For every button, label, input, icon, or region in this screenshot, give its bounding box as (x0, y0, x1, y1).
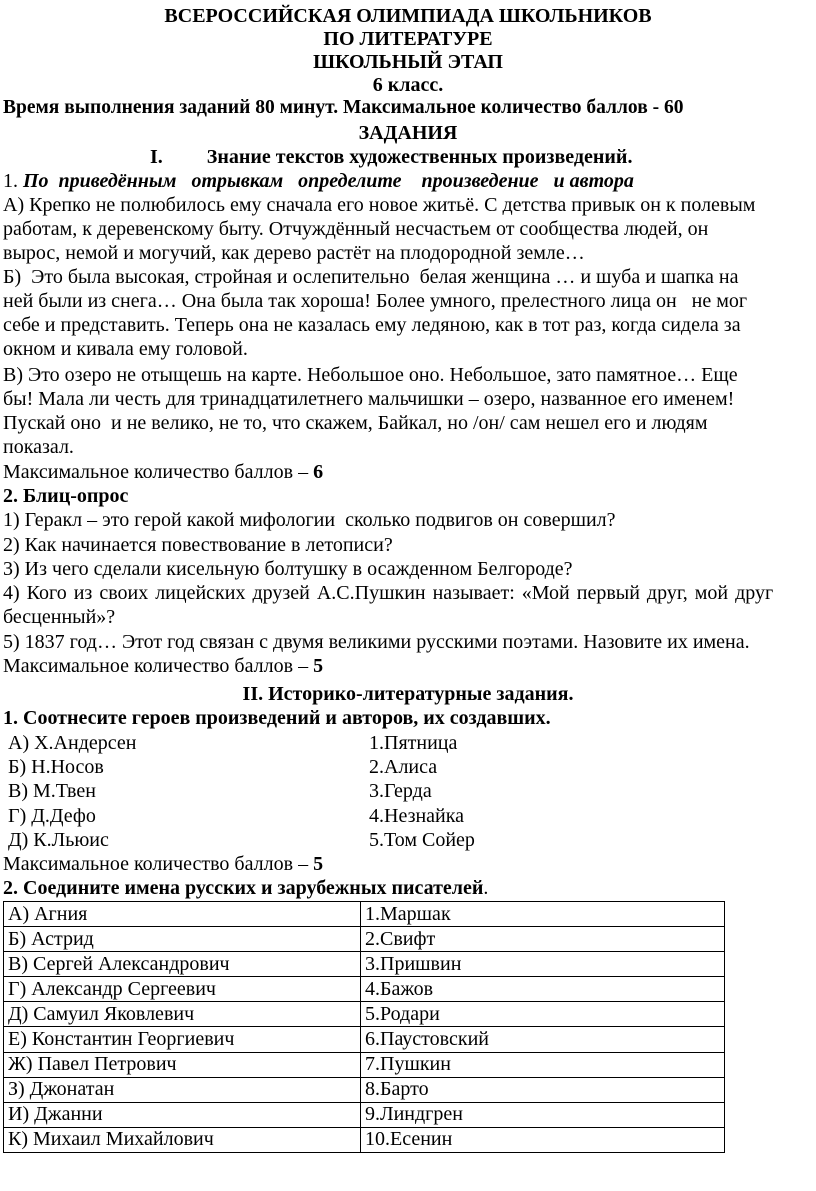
blitz-question: 5) 1837 год… Этот год связан с двумя великими русскими поэтами. Назовите их имена. (3, 631, 750, 653)
author-item: Д) К.Льюис (8, 829, 109, 851)
max-score-value: 6 (313, 461, 324, 483)
table-row (4, 1077, 725, 1102)
first-name-cell: В) Сергей Александрович (4, 952, 361, 977)
surname-cell: 6.Паустовский (361, 1027, 725, 1052)
blitz-question-cont: бесценный»? (3, 606, 116, 628)
table-row (4, 1027, 725, 1052)
max-score-label: Максимальное количество баллов – (3, 655, 314, 677)
max-score-label: Максимальное количество баллов – (3, 461, 314, 483)
surname-cell: 7.Пушкин (361, 1052, 725, 1077)
task-number: 2 (3, 877, 13, 899)
task1-prompt-text: По приведённым отрывкам определите произведение и автора (23, 170, 634, 192)
time-info: Время выполнения заданий 80 минут. Максимальное количество баллов - 60 (3, 97, 684, 118)
author-item: Г) Д.Дефо (8, 805, 96, 827)
section2-task2-title (3, 877, 488, 900)
surname-cell: 9.Линдгрен (361, 1102, 725, 1127)
hero-item: 2.Алиса (369, 756, 438, 778)
excerpt-line: показал. (3, 436, 74, 458)
excerpt-line: А) Крепко не полюбилось ему сначала его новое житьё. С детства привык он к полевым (3, 194, 756, 216)
excerpt-line: окном и кивала ему головой. (3, 338, 248, 360)
first-name-cell: К) Михаил Михайлович (4, 1127, 361, 1152)
table-row (4, 927, 725, 952)
max-score-value: 5 (313, 853, 324, 875)
hero-item: 1.Пятница (369, 732, 458, 754)
surname-cell: 2.Свифт (361, 927, 725, 952)
task1-max-score (3, 461, 323, 484)
task-title-text: . Соедините имена русских и зарубежных писателей (13, 877, 484, 899)
tasks-title: ЗАДАНИЯ (358, 122, 458, 144)
first-name-cell: З) Джонатан (4, 1077, 361, 1102)
section2-task1-title: 1. Соотнесите героев произведений и авторов, их создавших. (3, 707, 551, 729)
table-row (4, 1002, 725, 1027)
blitz-question: 4) Кого из своих лицейских друзей А.С.Пушкин называет: «Мой первый друг, мой друг (3, 582, 774, 604)
hero-item: 5.Том Сойер (369, 829, 475, 851)
surname-cell: 1.Маршак (361, 902, 725, 927)
table-row (4, 1127, 725, 1152)
task1-number: 1. (3, 170, 18, 192)
table-row (4, 952, 725, 977)
excerpt-line: В) Это озеро не отыщешь на карте. Небольшое оно. Небольшое, зато памятное… Еще (3, 364, 738, 386)
author-item: А) Х.Андерсен (8, 732, 137, 754)
author-item: Б) Н.Носов (8, 756, 104, 778)
first-name-cell: И) Джанни (4, 1102, 361, 1127)
section1-number: I. (150, 146, 163, 168)
first-name-cell: Г) Александр Сергеевич (4, 977, 361, 1002)
first-name-cell: Ж) Павел Петрович (4, 1052, 361, 1077)
hero-item: 3.Герда (369, 780, 432, 802)
excerpt-line: вырос, немой и могучий, как дерево растёт на плодородной земле… (3, 242, 585, 264)
excerpt-line: работам, к деревенскому быту. Отчуждённый несчастьем от сообщества людей, он (3, 218, 709, 240)
grade-title: 6 класс. (372, 74, 444, 96)
excerpt-line: себе и представить. Теперь она не казалась ему ледяною, как в тот раз, когда сидела за (3, 314, 741, 336)
first-name-cell: А) Агния (4, 902, 361, 927)
first-name-cell: Е) Константин Георгиевич (4, 1027, 361, 1052)
section1-title: Знание текстов художественных произведений. (206, 146, 633, 168)
first-name-cell: Б) Астрид (4, 927, 361, 952)
excerpt-line: Пускай оно и не велико, не то, что скажем, Байкал, но /он/ сам нешел его и людям (3, 412, 708, 434)
task2-title: 2. Блиц-опрос (3, 485, 129, 507)
stage-title: ШКОЛЬНЫЙ ЭТАП (313, 51, 503, 73)
hero-item: 4.Незнайка (369, 805, 465, 827)
blitz-question: 3) Из чего сделали кисельную болтушку в осажденном Белгороде? (3, 558, 573, 580)
table-row (4, 977, 725, 1002)
surname-cell: 3.Пришвин (361, 952, 725, 977)
task-title-end: . (483, 877, 489, 899)
task1-prompt (3, 170, 634, 193)
olympiad-title: ВСЕРОССИЙСКАЯ ОЛИМПИАДА ШКОЛЬНИКОВ (164, 5, 652, 27)
excerpt-line: Б) Это была высокая, стройная и ослепительно белая женщина … и шуба и шапка на (3, 266, 739, 288)
section2-title: II. Историко-литературные задания. (242, 683, 574, 705)
surname-cell: 8.Барто (361, 1077, 725, 1102)
blitz-question: 1) Геракл – это герой какой мифологии сколько подвигов он совершил? (3, 509, 616, 531)
surname-cell: 4.Бажов (361, 977, 725, 1002)
max-score-value: 5 (313, 655, 324, 677)
blitz-question: 2) Как начинается повествование в летописи? (3, 534, 393, 556)
writers-table (3, 901, 725, 1153)
excerpt-line: бы! Мала ли честь для тринадцатилетнего мальчишки – озеро, названное его именем! (3, 388, 735, 410)
surname-cell: 5.Родари (361, 1002, 725, 1027)
surname-cell: 10.Есенин (361, 1127, 725, 1152)
max-score-label: Максимальное количество баллов – (3, 853, 314, 875)
excerpt-line: ней были из снега… Она была так хороша! Более умного, прелестного лица он не мог (3, 290, 748, 312)
table-row (4, 1052, 725, 1077)
section2-task1-max-score (3, 853, 323, 876)
task2-max-score (3, 655, 323, 678)
first-name-cell: Д) Самуил Яковлевич (4, 1002, 361, 1027)
subject-title: ПО ЛИТЕРАТУРЕ (323, 28, 493, 50)
section1-heading (150, 146, 632, 169)
table-row (4, 1102, 725, 1127)
author-item: В) М.Твен (8, 780, 96, 802)
table-row (4, 902, 725, 927)
